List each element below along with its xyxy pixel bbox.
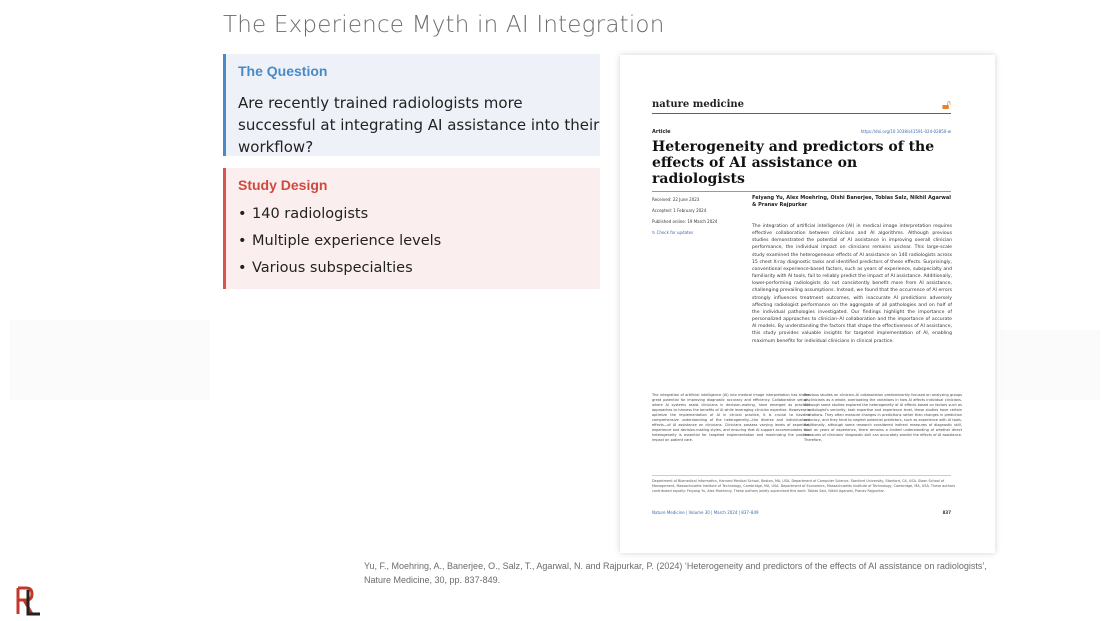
list-item: • Various subspecialties — [238, 255, 600, 282]
paper-doi-link[interactable]: https://doi.org/10.1038/s41591-024-02850-w — [860, 129, 951, 134]
question-text: Are recently trained radiologists more successful at integrating AI assistance into their workflow? — [238, 94, 600, 156]
paper-abstract: The integration of artificial intelligence (AI) in medical image interpretation requires effective collaboration between clinicians and AI algorithms. Although previous studies demonstrated the potential of AI assistance in improving overall clinician performance, the individual impact on clinicians remains unclear. This large-scale study examined the heterogeneous effects of AI assistance on 140 radiologists across 15 chest X-ray diagnostic tasks and identified predictors of these effects. Surprisingly, conventional experience-based factors, such as years of experience, subspecialty and familiarity with AI tools, fail to reliably predict the impact of AI assistance. Additionally, lower-performing radiologists do not consistently benefit more from AI assistance, challenging prevailing assumptions. Instead, we found that the occurrence of AI errors strongly influences treatment outcomes, with inaccurate AI predictions adversely affecting radiologist performance on the aggregate of all pathologies and on half of the individual pathologies investigated. Our findings highlight the importance of personalized approaches to clinician–AI collaboration and the importance of accurate AI models. By understanding the factors that shape the effectiveness of AI assistance, this study provides valuable insights for targeted implementation of AI, enabling maximum benefits for individual clinicians in clinical practice. — [752, 224, 952, 344]
question-card — [223, 54, 600, 156]
list-item: • Multiple experience levels — [238, 228, 600, 255]
list-item: • 140 radiologists — [238, 201, 600, 228]
slide-title: The Experience Myth in AI Integration — [223, 12, 665, 38]
bullet-icon: • — [238, 206, 247, 222]
study-design-heading: Study Design — [238, 177, 328, 193]
open-access-icon: 🔓︎ — [941, 97, 951, 113]
paper-affiliations: Department of Biomedical Informatics, Harvard Medical School, Boston, MA, USA. Department of Computer Science, Stanford University, Stanford, CA, USA. Sloan School of Management, Massachusetts Institute of Technology, Cambridge, MA, USA. Department of Economics, Massachusetts Institute of Technology, Cambridge, MA, USA. These authors contributed equally: Feiyang Yu, Alex Moehring. These authors jointly supervised this work: Tobias Salz, Nikhil Agarwal, Pranav Rajpurkar. — [652, 479, 956, 493]
background-ghost-text — [1000, 330, 1100, 400]
received-date: Received: 22 June 2023 — [652, 197, 700, 202]
bullet-icon: • — [238, 260, 247, 276]
citation: Yu, F., Moehring, A., Banerjee, O., Salz, T., Agarwal, N. and Rajpurkar, P. (2024) ‘Heterogeneity and predictors of the effects of AI assistance on radiologists’, Nature Medicine, 30, pp. 837-849. — [364, 561, 987, 585]
paper-authors: Feiyang Yu, Alex Moehring, Oishi Banerjee, Tobias Salz, Nikhil Agarwal & Pranav Rajpurkar — [752, 195, 951, 208]
paper-body-right: Previous studies on clinician–AI collaboration predominantly focused on analyzing groups of clinicians as a whole, overlooking the variations in how AI affects individual clinicians. Although some studies explored the heterogeneity of AI effects based on factors such as a radiologist's seniority, task expertise and experience level, these studies have certain limitations. They often measure changes in predictions rather than changes in prediction accuracy, and they tend to neglect potential predictors, such as experience with AI tools. Additionally, although some research considered indirect measures of diagnostic skill, such as years of experience, there remains a limited understanding of whether direct measures of clinicians' diagnostic skill can accurately predict the effects of AI assistance. Therefore, — [804, 393, 962, 442]
study-design-card — [223, 168, 600, 289]
check-updates-link[interactable]: ↻ Check for updates — [652, 230, 694, 235]
accepted-date: Accepted: 1 February 2024 — [652, 208, 707, 213]
bullet-icon: • — [238, 233, 247, 249]
background-ghost-text — [10, 320, 210, 400]
journal-name: nature medicine — [652, 99, 745, 110]
article-type: Article — [652, 129, 671, 135]
study-design-list — [238, 201, 600, 282]
paper-title: Heterogeneity and predictors of the effects of AI assistance on radiologists — [652, 139, 935, 187]
question-heading: The Question — [238, 63, 328, 79]
paper-footer-journal: Nature Medicine | Volume 30 | March 2024 | 837–849 — [652, 510, 759, 515]
paper-preview — [620, 55, 995, 553]
brand-logo-icon — [12, 584, 46, 618]
published-date: Published online: 19 March 2024 — [652, 219, 718, 224]
paper-body-left: The integration of artificial intelligence (AI) into medical image interpretation has shown great potential for improving diagnostic accuracy and efficiency. Collaborative setups, where AI systems assist clinicians in decision-making, have emerged as practical approaches to harness the benefits of AI while leveraging clinician expertise. However, to optimize the implementation of AI in clinical practice, it is crucial to have a comprehensive understanding of the heterogeneity—the diverse and individualized effects—of AI assistance on clinicians. Clinicians possess varying levels of expertise, experience and decision-making styles, and ensuring that AI support accommodates this heterogeneity is essential for targeted implementation and maximizing the positive impact on patient care. — [652, 393, 810, 442]
footer-divider — [652, 475, 951, 476]
paper-page-number: 837 — [942, 510, 951, 515]
title-divider — [652, 191, 951, 192]
journal-divider — [652, 113, 951, 114]
